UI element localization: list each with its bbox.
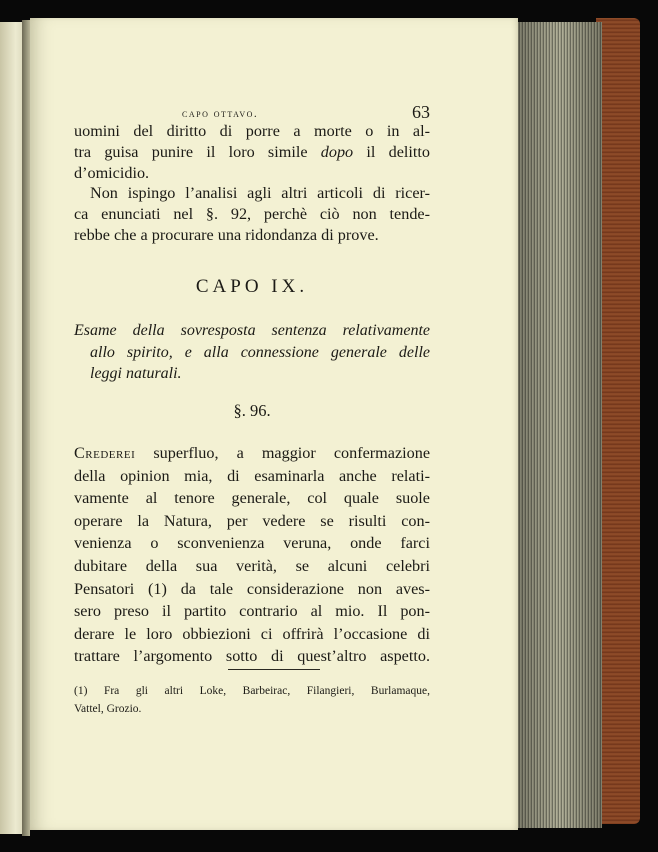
text-line: venienza o sconvenienza veruna, onde farci — [74, 534, 430, 553]
running-head: capo ottavo. — [182, 108, 259, 120]
page-stack-edges — [516, 22, 602, 828]
text-line: operare la Natura, per vedere se risulti con- — [74, 511, 430, 530]
italic-word: dopo — [320, 142, 354, 161]
text-line: Non ispingo l’analisi agli altri articoli di ricer- — [90, 184, 430, 203]
text-line: vamente al tenore generale, col quale suole — [74, 489, 430, 508]
body-text-section — [74, 442, 430, 668]
footnote-divider — [228, 669, 320, 670]
page-number: 63 — [412, 102, 430, 122]
text-line: ca enunciati nel §. 92, perchè ciò non tende- — [74, 205, 430, 224]
text-line: Crederei superfluo, a maggior confermazione — [74, 444, 431, 462]
summary-line: Esame della sovresposta sentenza relativamente — [74, 322, 430, 339]
summary-line: leggi naturali. — [90, 365, 182, 382]
book-cover-edge — [596, 18, 640, 824]
body-text-top — [74, 121, 430, 246]
text-line: tra guisa punire il loro simile dopo il delitto — [74, 142, 431, 161]
footnote-line: Vattel, Grozio. — [74, 703, 142, 715]
footnote-line: (1) Fra gli altri Loke, Barbeirac, Filangieri, Burlamaque, — [74, 685, 430, 697]
footnote — [74, 682, 430, 718]
text-line: Pensatori (1) da tale considerazione non aves- — [74, 579, 430, 598]
book-gutter — [22, 20, 30, 836]
text-line: trattare l’argomento sotto di quest’altro aspetto. — [74, 647, 430, 666]
book-page — [30, 18, 518, 830]
text-line: rebbe che a procurare una ridondanza di prove. — [74, 225, 379, 244]
text-line: dubitare della sua verità, se alcuni celebri — [74, 556, 430, 575]
text-line: d’omicidio. — [74, 163, 150, 182]
text-line: derare le loro obbiezioni ci offrirà l’occasione di — [74, 624, 430, 643]
text-line: sero preso il partito contrario al mio. Il pon- — [74, 602, 430, 621]
summary-line: allo spirito, e alla connessione generale delle — [90, 343, 430, 361]
chapter-summary — [74, 320, 430, 385]
text-line: della opinion mia, di esaminarla anche relati- — [74, 466, 430, 485]
dropcap-word: Crederei — [74, 444, 136, 462]
chapter-title: CAPO IX. — [195, 276, 309, 297]
section-number: §. 96. — [233, 401, 271, 420]
text-line: uomini del diritto di porre a morte o in al- — [74, 122, 430, 140]
